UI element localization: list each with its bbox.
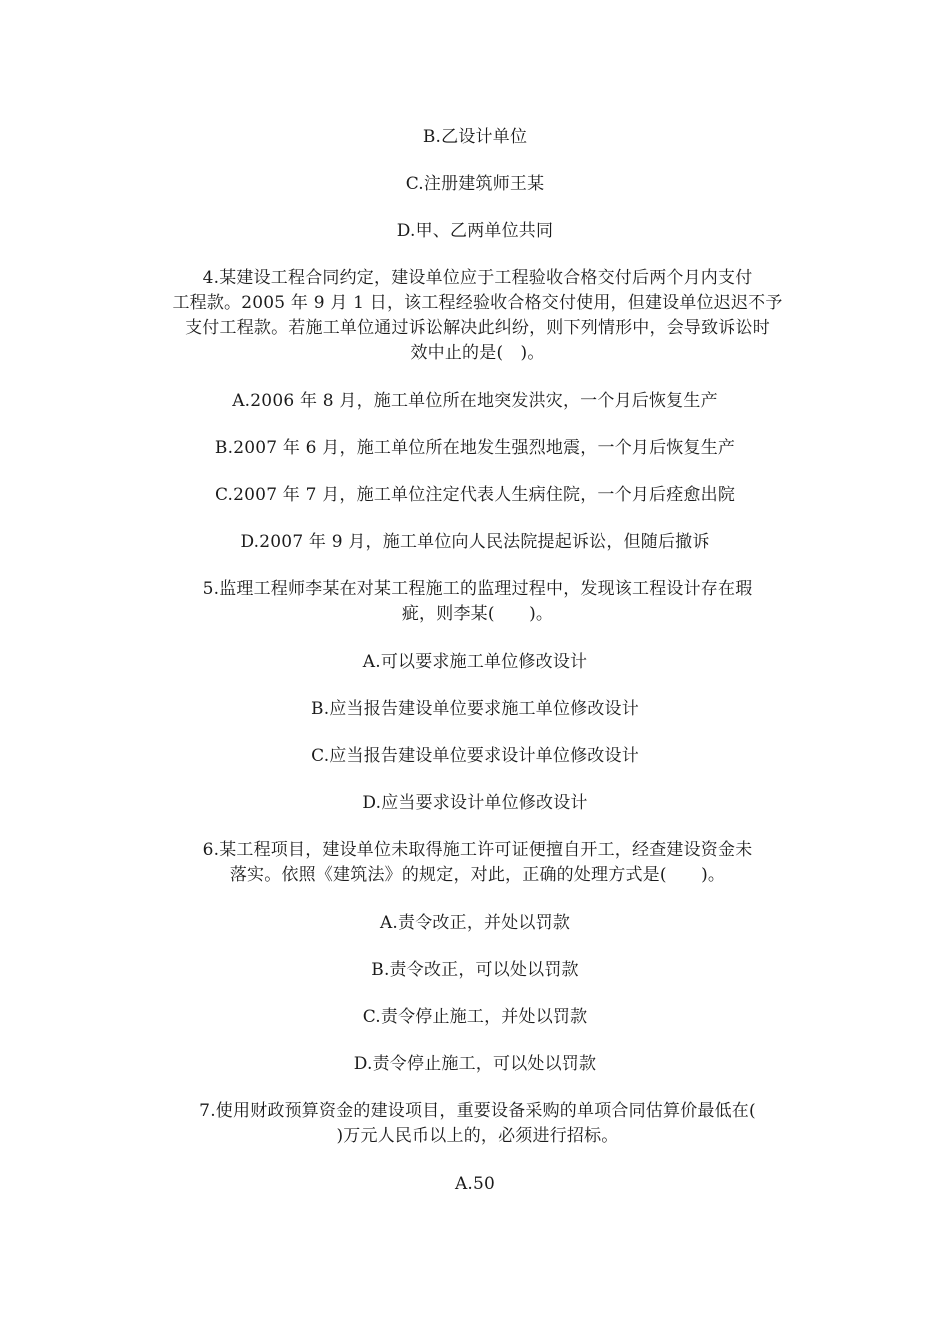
question-4-line: 4.某建设工程合同约定，建设单位应于工程验收合格交付后两个月内支付: [202, 268, 753, 288]
question-6: [150, 838, 805, 888]
question-5-line: 疵，则李某( )。: [401, 604, 554, 624]
option-3d: D.甲、乙两单位共同: [396, 221, 554, 241]
question-6-line: 落实。依照《建筑法》的规定，对此，正确的处理方式是( )。: [229, 865, 726, 885]
question-6-line: 6.某工程项目，建设单位未取得施工许可证便擅自开工，经查建设资金未: [202, 840, 753, 860]
option-3b: B.乙设计单位: [422, 127, 528, 147]
question-5-line: 5.监理工程师李某在对某工程施工的监理过程中，发现该工程设计存在瑕: [202, 579, 753, 599]
option-6a: A.责令改正，并处以罚款: [379, 913, 571, 933]
option-5b: B.应当报告建设单位要求施工单位修改设计: [311, 699, 639, 719]
question-4-line: 支付工程款。若施工单位通过诉讼解决此纠纷，则下列情形中，会导致诉讼时: [185, 318, 770, 338]
option-6d: D.责令停止施工，可以处以罚款: [353, 1054, 597, 1074]
option-6c: C.责令停止施工，并处以罚款: [362, 1007, 588, 1027]
question-4-line: 效中止的是( )。: [410, 343, 545, 363]
option-5c: C.应当报告建设单位要求设计单位修改设计: [311, 746, 639, 766]
question-7: [150, 1099, 805, 1149]
question-5: [150, 577, 805, 627]
option-4b: B.2007 年 6 月，施工单位所在地发生强烈地震，一个月后恢复生产: [214, 438, 736, 458]
option-3c: C.注册建筑师王某: [405, 174, 545, 194]
question-4-line: 工程款。2005 年 9 月 1 日，该工程经验收合格交付使用，但建设单位迟迟不予: [172, 293, 783, 313]
option-4d: D.2007 年 9 月，施工单位向人民法院提起诉讼，但随后撤诉: [240, 532, 710, 552]
question-7-line: )万元人民币以上的，必须进行招标。: [336, 1126, 619, 1146]
option-5a: A.可以要求施工单位修改设计: [362, 652, 588, 672]
option-7a: A.50: [454, 1174, 496, 1194]
option-4c: C.2007 年 7 月，施工单位注定代表人生病住院，一个月后痊愈出院: [214, 485, 736, 505]
option-5d: D.应当要求设计单位修改设计: [362, 793, 588, 813]
option-4a: A.2006 年 8 月，施工单位所在地突发洪灾，一个月后恢复生产: [232, 391, 718, 411]
option-6b: B.责令改正，可以处以罚款: [371, 960, 579, 980]
question-4: [150, 266, 805, 366]
question-7-line: 7.使用财政预算资金的建设项目，重要设备采购的单项合同估算价最低在(: [199, 1101, 756, 1121]
